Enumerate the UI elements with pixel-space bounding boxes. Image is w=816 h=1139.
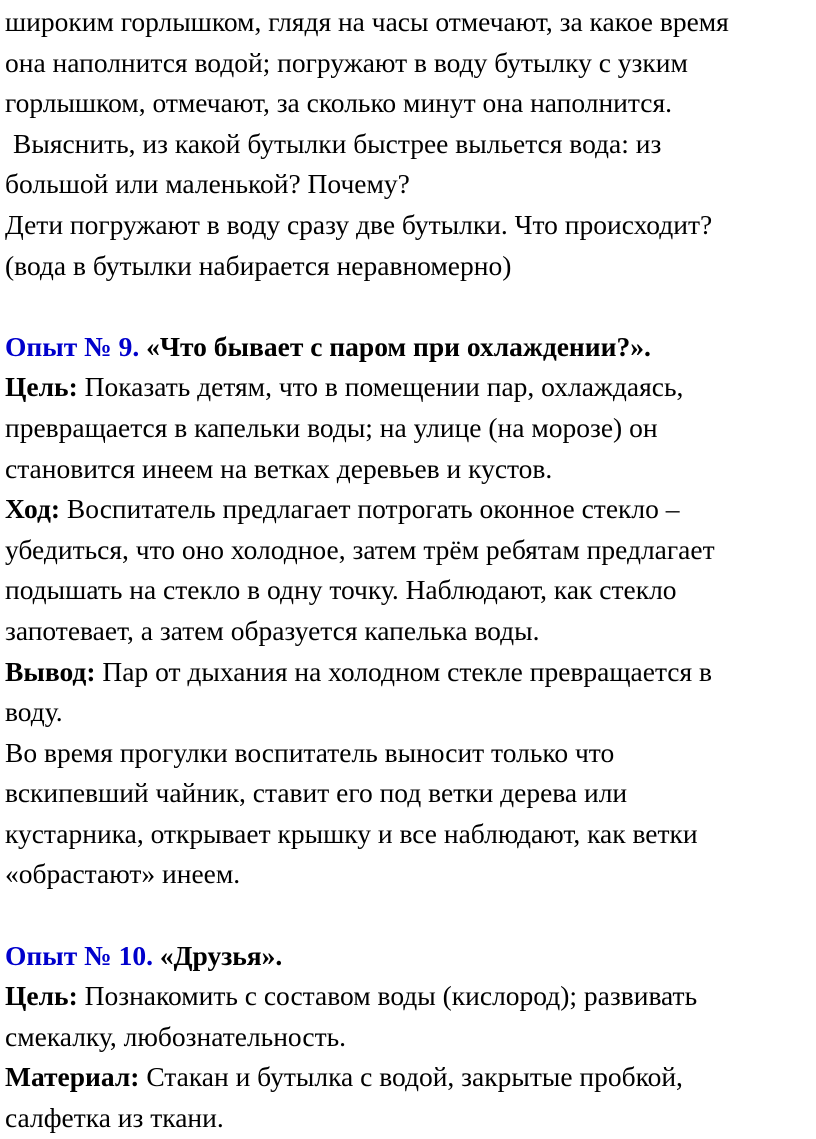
- experiment-10-material: [5, 1057, 816, 1098]
- walk-text-line: «обрастают» инеем.: [5, 858, 241, 890]
- experiment-9-number: Опыт № 9.: [5, 330, 140, 362]
- process-text: Воспитатель предлагает потрогать оконное стекло –: [66, 493, 680, 525]
- process-text-line: убедиться, что оно холодное, затем трём ребятам предлагает: [5, 533, 715, 565]
- experiment-10-heading: [5, 936, 816, 977]
- goal-text: Показать детям, что в помещении пар, охлаждаясь,: [84, 371, 684, 403]
- material-label: Материал:: [5, 1061, 140, 1093]
- experiment-10-goal: [5, 976, 816, 1017]
- goal-text-line: превращается в капельки воды; на улице (на морозе) он: [5, 411, 658, 443]
- goal-label: Цель:: [5, 371, 78, 403]
- walk-text-line: вскипевший чайник, ставит его под ветки дерева или: [5, 777, 628, 809]
- experiment-9-heading: [5, 327, 816, 368]
- experiment-9-process: [5, 489, 816, 530]
- intro-line: она наполнится водой; погружают в воду бутылку с узким: [5, 46, 688, 78]
- walk-text-line: Во время прогулки воспитатель выносит только что: [5, 736, 615, 768]
- conclusion-text: Пар от дыхания на холодном стекле превращается в: [102, 655, 713, 687]
- walk-text-line: кустарника, открывает крышку и все наблюдают, как ветки: [5, 817, 698, 849]
- intro-line: большой или маленькой? Почему?: [5, 168, 410, 200]
- goal-text-line: смекалку, любознательность.: [5, 1020, 347, 1052]
- material-text-line: салфетка из ткани.: [5, 1102, 224, 1134]
- goal-text: Познакомить с составом воды (кислород); развивать: [84, 980, 698, 1012]
- intro-line: Дети погружают в воду сразу две бутылки. Что происходит?: [5, 208, 713, 240]
- conclusion-text-line: воду.: [5, 696, 63, 728]
- process-label: Ход:: [5, 493, 61, 525]
- intro-line: широким горлышком, глядя на часы отмечают, за какое время: [5, 6, 729, 37]
- experiment-10-number: Опыт № 10.: [5, 939, 153, 971]
- paragraph-spacer: [5, 895, 816, 936]
- experiment-9-conclusion: [5, 652, 816, 693]
- material-text: Стакан и бутылка с водой, закрытые пробкой,: [146, 1061, 683, 1093]
- experiment-9-goal: [5, 367, 816, 408]
- experiment-9-title: «Что бывает с паром при охлаждении?».: [146, 330, 651, 362]
- process-text-line: подышать на стекло в одну точку. Наблюдают, как стекло: [5, 574, 677, 606]
- goal-text-line: становится инеем на ветках деревьев и кустов.: [5, 452, 553, 484]
- paragraph-spacer: [5, 286, 816, 327]
- intro-line: (вода в бутылки набирается неравномерно): [5, 249, 512, 281]
- document-page: [0, 2, 816, 1133]
- process-text-line: запотевает, а затем образуется капелька воды.: [5, 614, 540, 646]
- experiment-10-title: «Друзья».: [159, 939, 283, 971]
- intro-line: горлышком, отмечают, за сколько минут она наполнится.: [5, 87, 672, 119]
- conclusion-label: Вывод:: [5, 655, 96, 687]
- intro-line: Выяснить, из какой бутылки быстрее выльется вода: из: [13, 127, 662, 159]
- goal-label: Цель:: [5, 980, 78, 1012]
